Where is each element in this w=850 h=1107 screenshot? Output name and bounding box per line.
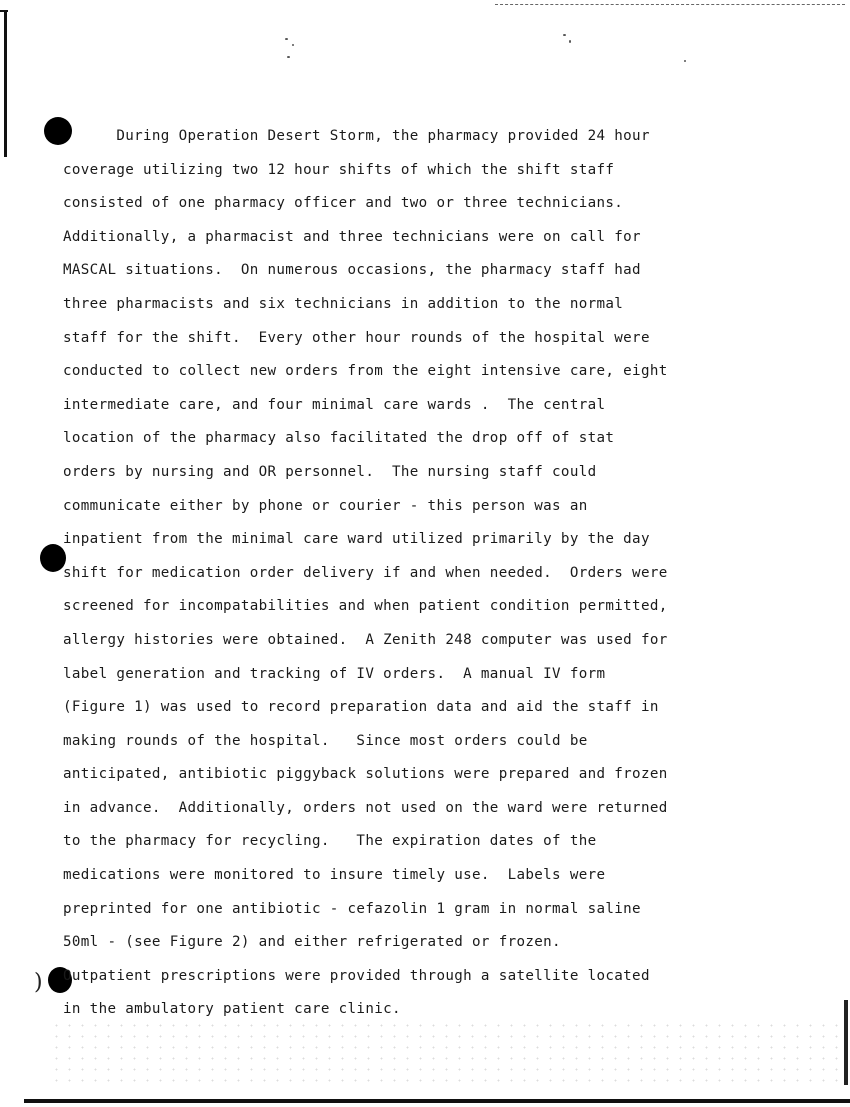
scan-speck	[287, 56, 290, 58]
text-line: communicate either by phone or courier - this person was an	[63, 497, 588, 514]
text-line: label generation and tracking of IV orders. A manual IV form	[63, 665, 606, 682]
scan-speck	[684, 60, 686, 62]
text-line: screened for incompatabilities and when patient condition permitted,	[63, 598, 668, 615]
text-line: in advance. Additionally, orders not used on the ward were returned	[63, 799, 668, 816]
text-line: medications were monitored to insure timely use. Labels were	[63, 867, 606, 884]
text-line: 50ml - (see Figure 2) and either refrigerated or frozen.	[63, 934, 561, 951]
scan-speck	[563, 34, 566, 36]
text-line: intermediate care, and four minimal care wards . The central	[63, 396, 606, 413]
scan-noise	[50, 1020, 840, 1090]
text-line: inpatient from the minimal care ward utilized primarily by the day	[63, 531, 650, 548]
right-edge-mark	[844, 1000, 848, 1085]
top-scan-rule	[495, 4, 845, 6]
bottom-scan-rule	[24, 1099, 850, 1103]
left-margin-tick	[0, 10, 8, 12]
text-line: (Figure 1) was used to record preparation data and aid the staff in	[63, 699, 659, 716]
text-line: to the pharmacy for recycling. The expiration dates of the	[63, 833, 597, 850]
text-line: making rounds of the hospital. Since most orders could be	[63, 732, 588, 749]
scan-speck	[292, 44, 294, 46]
text-line: shift for medication order delivery if and when needed. Orders were	[63, 564, 668, 581]
document-body	[63, 120, 783, 1027]
text-line: preprinted for one antibiotic - cefazolin 1 gram in normal saline	[63, 900, 641, 917]
scan-speck	[285, 38, 288, 40]
left-margin-rule	[4, 12, 7, 157]
text-line: MASCAL situations. On numerous occasions, the pharmacy staff had	[63, 262, 641, 279]
text-line: Additionally, a pharmacist and three technicians were on call for	[63, 228, 641, 245]
text-line: orders by nursing and OR personnel. The nursing staff could	[63, 463, 597, 480]
scan-speck	[569, 40, 571, 43]
text-line: three pharmacists and six technicians in addition to the normal	[63, 295, 624, 312]
text-line: consisted of one pharmacy officer and two or three technicians.	[63, 195, 624, 212]
text-line: in the ambulatory patient care clinic.	[63, 1001, 401, 1018]
scan-mark-bracket: )	[34, 970, 43, 995]
text-line: allergy histories were obtained. A Zenith 248 computer was used for	[63, 631, 668, 648]
text-line: staff for the shift. Every other hour rounds of the hospital were	[63, 329, 650, 346]
text-line: anticipated, antibiotic piggyback solutions were prepared and frozen	[63, 766, 668, 783]
text-line: location of the pharmacy also facilitated the drop off of stat	[63, 430, 615, 447]
text-line: Outpatient prescriptions were provided through a satellite located	[63, 967, 650, 984]
text-line: During Operation Desert Storm, the pharmacy provided 24 hour	[63, 128, 650, 144]
text-line: conducted to collect new orders from the eight intensive care, eight	[63, 363, 668, 380]
text-line: coverage utilizing two 12 hour shifts of which the shift staff	[63, 161, 615, 178]
